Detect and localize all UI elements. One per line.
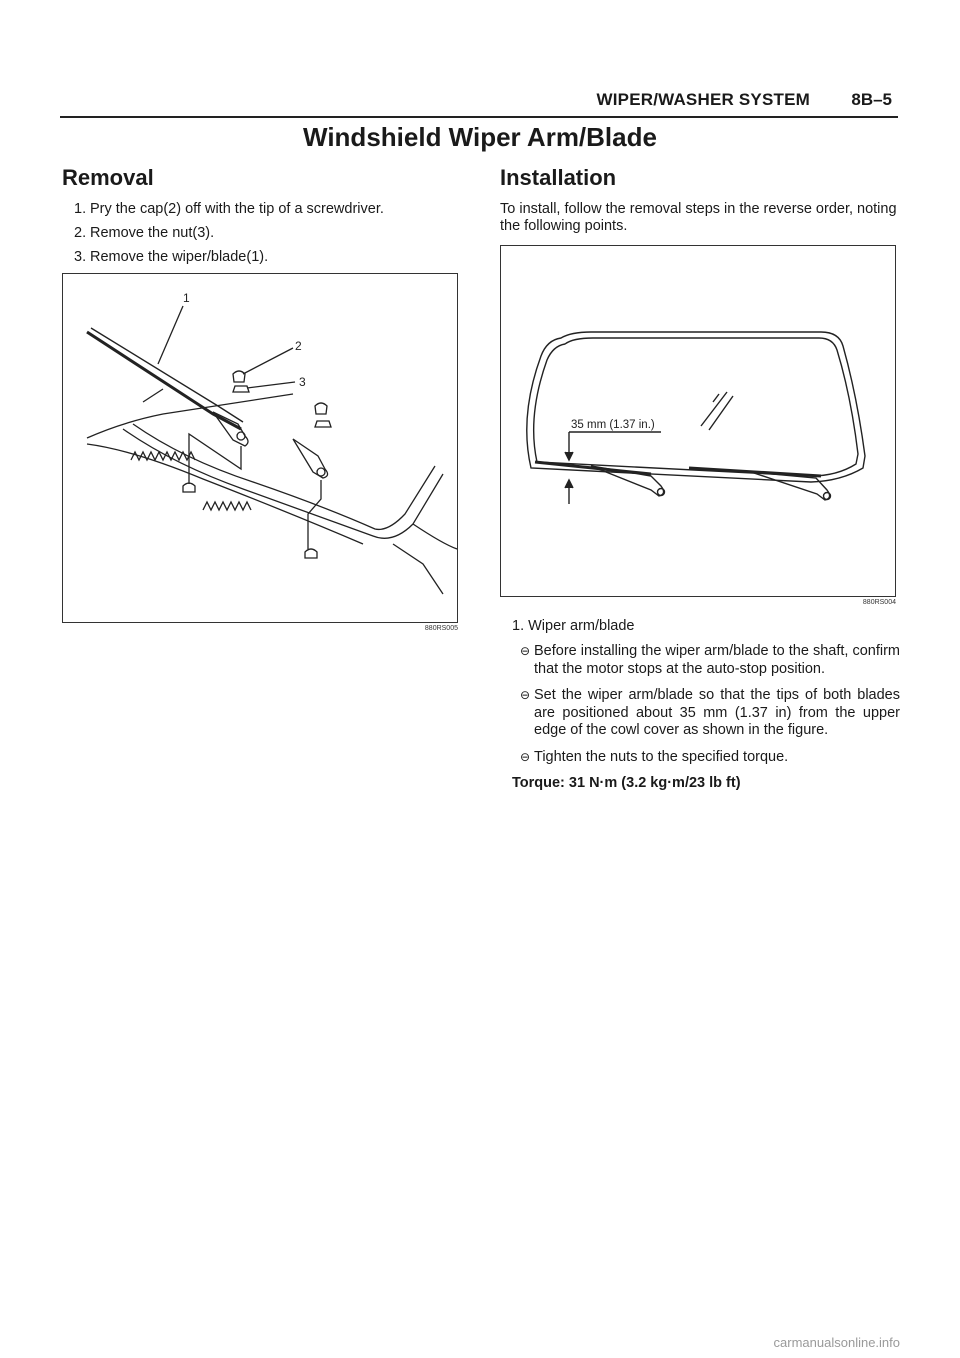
callout-3: 3 [299, 375, 306, 389]
page-title: Windshield Wiper Arm/Blade [303, 122, 657, 152]
callout-2: 2 [295, 339, 302, 353]
installation-points [512, 618, 900, 766]
figure-code: 880RS004 [862, 599, 896, 606]
figure-code: 880RS005 [424, 625, 458, 632]
bullet-icon: ⊖ [520, 749, 531, 764]
section-title: WIPER/WASHER SYSTEM [596, 90, 810, 109]
page-header [60, 86, 898, 118]
dimension-label: 35 mm (1.37 in.) [571, 419, 655, 431]
list-item: ⊖ Set the wiper arm/blade so that the tips of both blades are positioned about 35 mm (1.37 in) from the upper edge of the cowl cover as shown in the figure. [520, 687, 900, 738]
list-item: 1. Pry the cap(2) off with the tip of a screwdriver. [74, 201, 384, 217]
watermark: carmanualsonline.info [773, 1335, 900, 1350]
list-item: 2. Remove the nut(3). [74, 225, 215, 241]
wiper-removal-diagram [63, 274, 457, 622]
torque-spec: Torque: 31 N·m (3.2 kg·m/23 lb ft) [512, 775, 741, 791]
installation-intro: To install, follow the removal steps in the reverse order, noting the following points. [500, 201, 897, 234]
installation-section [500, 165, 900, 791]
removal-heading: Removal [62, 165, 154, 190]
removal-steps [74, 201, 462, 266]
callout-1: 1 [183, 291, 190, 305]
installation-heading: Installation [500, 165, 617, 190]
bullet-icon: ⊖ [520, 688, 531, 702]
installation-figure [500, 245, 896, 597]
removal-section [62, 165, 462, 632]
removal-figure [62, 273, 458, 623]
page-number: 8B–5 [851, 90, 892, 109]
bullet-list [520, 643, 900, 766]
list-item: ⊖ Tighten the nuts to the specified torque. [520, 748, 789, 765]
bullet-icon: ⊖ [520, 644, 531, 658]
list-item: ⊖ Before installing the wiper arm/blade to the shaft, confirm that the motor stops at the auto-stop position. [520, 643, 900, 677]
list-item: 3. Remove the wiper/blade(1). [74, 249, 269, 265]
wiper-position-diagram [501, 246, 895, 596]
point-item: 1. Wiper arm/blade [512, 618, 635, 634]
